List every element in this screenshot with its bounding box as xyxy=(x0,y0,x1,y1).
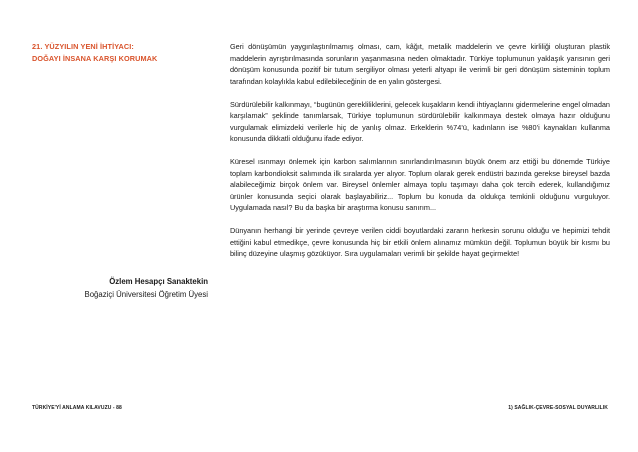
footer-page-label: TÜRKİYE'Yİ ANLAMA KILAVUZU - 88 xyxy=(32,405,122,411)
paragraph-4: Dünyanın herhangi bir yerinde çevreye verilen ciddi boyutlardaki zararın herkesin sorunu olduğu ve hepimizi tehdit ettiğini kabul etmedikçe, çevre konusunda hiç bir etkili önlem alınamız mümkün değil. Toplumun büyük bir kısmı bu bilinç düzeyine ulaşmış gözüküyor. Sıra uygulamaları verimli bir şekilde hayat geçirmekte! xyxy=(230,226,610,258)
section-heading-line-1: 21. YÜZYILIN YENİ İHTİYACI: xyxy=(32,42,134,51)
section-heading xyxy=(32,41,207,65)
section-heading-line-2: DOĞAYI İNSANA KARŞI KORUMAK xyxy=(32,54,158,63)
author-name: Özlem Hesapçı Sanaktekin xyxy=(109,277,208,286)
footer-section-label: 1) SAĞLIK-ÇEVRE-SOSYAL DUYARLILIK xyxy=(508,405,608,411)
body-text xyxy=(230,41,610,271)
paragraph-1: Geri dönüşümün yaygınlaştırılmamış olması, cam, kâğıt, metalik maddelerin ve çevre kirliliği oluşturan plastik maddelerin ayrıştırılmasında sorunların yaşanmasına neden olmaktadır. Türkiye toplumunun yaklaşık yarısının geri dönüşüm konusunda pozitif bir tutum sergiliyor olması yeterli altyapı ile verimli bir geri dönüşüm sisteminin toplum tarafından kolaylıkla kabul edilebileceğinin de en yalın göstergesi. xyxy=(230,42,610,86)
paragraph-3: Küresel ısınmayı önlemek için karbon salımlarının sınırlandırılmasının büyük önem arz ettiği bu dönemde Türkiye toplam karbondioksit salımında ilk sıralarda yer alıyor. Toplum olarak gerek endüstri bazında gerekse bireysel bazda alabileceğimiz birçok önlem var. Bireysel önlemler almaya toplu taşımayı daha çok tercih ederek, kullandığımız ürünler konusunda seçici olarak başlayabiliriz... Toplum bu konuda da oldukça temkinli olduğunu vurguluyor. Uygulamada nasıl? Bu da başka bir araştırma konusu sanırım... xyxy=(230,157,610,212)
author-block xyxy=(32,276,208,301)
author-affiliation: Boğaziçi Üniversitesi Öğretim Üyesi xyxy=(84,289,208,299)
paragraph-2: Sürdürülebilir kalkınmayı, “bugünün gerekliliklerini, gelecek kuşakların kendi ihtiyaçlarını gidermelerine engel olmadan karşılamak” şeklinde tanımlarsak, Türkiye toplumunun sürdürülebilir kalkınmaya destek olmaya hazır olduğunu vurgulamak elimizdeki verilerle hiç de yanlış olmaz. Erkeklerin %74’ü, kadınların ise %80’i kaynakları kullanma konusunda dikkatli olduğunu ifade ediyor. xyxy=(230,99,610,143)
